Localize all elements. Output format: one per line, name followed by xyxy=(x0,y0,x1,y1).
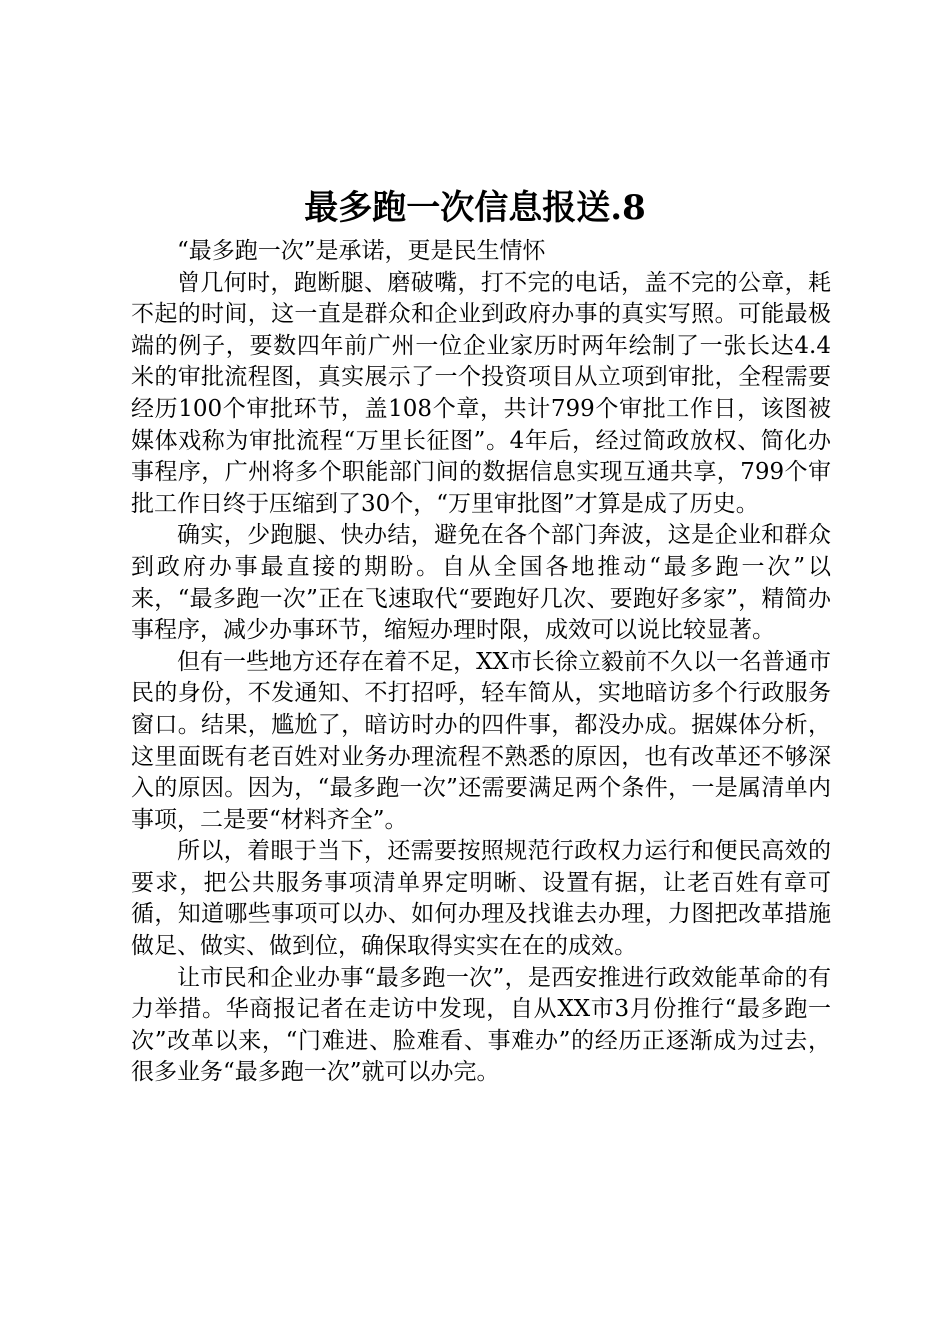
paragraph: 曾几何时，跑断腿、磨破嘴，打不完的电话，盖不完的公章，耗不起的时间，这一直是群众和企业到政府办事的真实写照。可能最极端的例子，要数四年前广州一位企业家历时两年绘制了一张长达4.4米的审批流程图，真实展示了一个投资项目从立项到审批，全程需要经历100个审批环节，盖108个章，共计799个审批工作日，该图被媒体戏称为审批流程“万里长征图”。4年后，经过简政放权、简化办事程序，广州将多个职能部门间的数据信息实现互通共享，799个审批工作日终于压缩到了30个，“万里审批图”才算是成了历史。 xyxy=(131,269,831,517)
paragraph: 但有一些地方还存在着不足，XX市长徐立毅前不久以一名普通市民的身份，不发通知、不打招呼，轻车简从，实地暗访多个行政服务窗口。结果，尴尬了，暗访时办的四件事，都没办成。据媒体分析，这里面既有老百姓对业务办理流程不熟悉的原因，也有改革还不够深入的原因。因为，“最多跑一次”还需要满足两个条件，一是属清单内事项，二是要“材料齐全”。 xyxy=(131,648,831,833)
document-body xyxy=(131,236,831,1089)
paragraph: 所以，着眼于当下，还需要按照规范行政权力运行和便民高效的要求，把公共服务事项清单界定明晰、设置有据，让老百姓有章可循，知道哪些事项可以办、如何办理及找谁去办理，力图把改革措施做足、做实、做到位，确保取得实实在在的成效。 xyxy=(131,838,831,960)
paragraph: 确实，少跑腿、快办结，避免在各个部门奔波，这是企业和群众到政府办事最直接的期盼。自从全国各地推动“最多跑一次”以来，“最多跑一次”正在飞速取代“要跑好几次、要跑好多家”，精简办事程序，减少办事环节，缩短办理时限，成效可以说比较显著。 xyxy=(131,522,831,644)
paragraph-subtitle: “最多跑一次”是承诺，更是民生情怀 xyxy=(177,238,546,264)
paragraph: 让市民和企业办事“最多跑一次”，是西安推进行政效能革命的有力举措。华商报记者在走访中发现，自从XX市3月份推行“最多跑一次”改革以来，“门难进、脸难看、事难办”的经历正逐渐成为过去，很多业务“最多跑一次”就可以办完。 xyxy=(131,964,831,1086)
document-title: 最多跑一次信息报送.8 xyxy=(304,188,646,228)
